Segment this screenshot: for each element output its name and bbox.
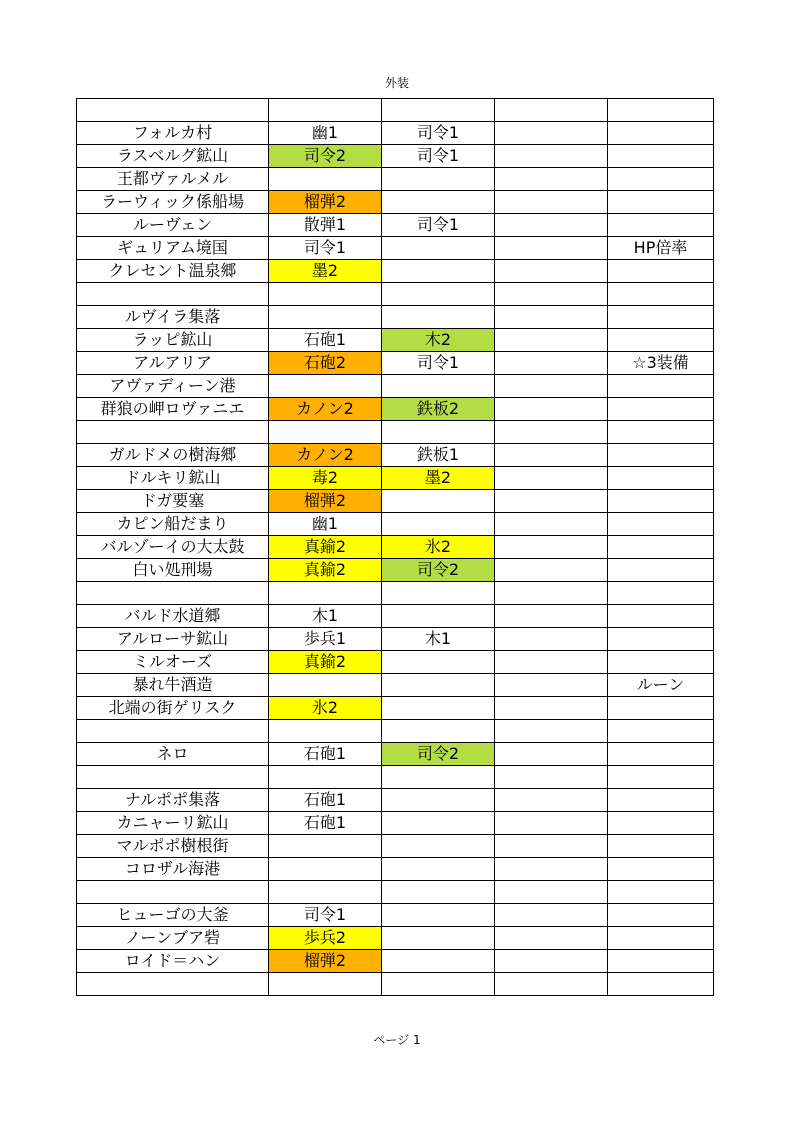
location-cell[interactable]: バルド水道郷: [77, 605, 269, 628]
slot3-cell[interactable]: [495, 99, 608, 122]
location-cell[interactable]: [77, 766, 269, 789]
note-cell[interactable]: [608, 789, 714, 812]
table-row: [77, 605, 714, 628]
location-cell[interactable]: [77, 582, 269, 605]
slot1-cell[interactable]: [269, 858, 382, 881]
slot2-cell[interactable]: [382, 835, 495, 858]
table-row: [77, 973, 714, 996]
table-row: [77, 513, 714, 536]
slot3-cell[interactable]: [495, 720, 608, 743]
slot3-cell[interactable]: [495, 674, 608, 697]
slot2-cell[interactable]: [382, 605, 495, 628]
slot3-cell[interactable]: [495, 881, 608, 904]
slot2-cell[interactable]: [382, 99, 495, 122]
note-cell[interactable]: [608, 858, 714, 881]
table-row: [77, 398, 714, 421]
slot2-cell[interactable]: 鉄板2: [382, 398, 495, 421]
slot2-cell[interactable]: [382, 168, 495, 191]
slot1-cell[interactable]: 榴弾2: [269, 490, 382, 513]
slot3-cell[interactable]: [495, 582, 608, 605]
slot1-cell[interactable]: [269, 306, 382, 329]
table-row: [77, 720, 714, 743]
slot1-cell[interactable]: 氷2: [269, 697, 382, 720]
spreadsheet-body: [77, 99, 714, 996]
table-row: [77, 306, 714, 329]
slot2-cell[interactable]: [382, 651, 495, 674]
table-row: [77, 283, 714, 306]
slot3-cell[interactable]: [495, 513, 608, 536]
location-cell[interactable]: ネロ: [77, 743, 269, 766]
slot1-cell[interactable]: [269, 99, 382, 122]
slot2-cell[interactable]: [382, 375, 495, 398]
location-cell[interactable]: ミルオーズ: [77, 651, 269, 674]
slot1-cell[interactable]: [269, 766, 382, 789]
note-cell[interactable]: [608, 697, 714, 720]
slot2-cell[interactable]: [382, 904, 495, 927]
slot2-cell[interactable]: [382, 789, 495, 812]
slot3-cell[interactable]: [495, 168, 608, 191]
note-cell[interactable]: [608, 145, 714, 168]
table-row: [77, 904, 714, 927]
location-cell[interactable]: ナルポポ集落: [77, 789, 269, 812]
slot3-cell[interactable]: [495, 766, 608, 789]
slot3-cell[interactable]: [495, 605, 608, 628]
table-row: [77, 490, 714, 513]
slot3-cell[interactable]: [495, 835, 608, 858]
slot2-cell[interactable]: [382, 582, 495, 605]
note-cell[interactable]: [608, 168, 714, 191]
slot3-cell[interactable]: [495, 651, 608, 674]
location-cell[interactable]: 白い処刑場: [77, 559, 269, 582]
table-row: [77, 467, 714, 490]
slot1-cell[interactable]: 真鍮2: [269, 536, 382, 559]
slot1-cell[interactable]: [269, 421, 382, 444]
slot1-cell[interactable]: [269, 674, 382, 697]
location-cell[interactable]: カピン船だまり: [77, 513, 269, 536]
table-row: [77, 766, 714, 789]
note-cell[interactable]: [608, 490, 714, 513]
note-cell[interactable]: [608, 628, 714, 651]
location-cell[interactable]: ドガ要塞: [77, 490, 269, 513]
slot2-cell[interactable]: 司令1: [382, 352, 495, 375]
slot1-cell[interactable]: [269, 881, 382, 904]
slot2-cell[interactable]: [382, 283, 495, 306]
slot1-cell[interactable]: 歩兵1: [269, 628, 382, 651]
location-cell[interactable]: コロザル海港: [77, 858, 269, 881]
slot2-cell[interactable]: [382, 490, 495, 513]
table-row: [77, 444, 714, 467]
table-row: [77, 812, 714, 835]
slot1-cell[interactable]: カノン2: [269, 444, 382, 467]
table-row: [77, 99, 714, 122]
table-row: [77, 191, 714, 214]
location-cell[interactable]: カニャーリ鉱山: [77, 812, 269, 835]
slot1-cell[interactable]: 散弾1: [269, 214, 382, 237]
note-cell[interactable]: [608, 329, 714, 352]
slot3-cell[interactable]: [495, 260, 608, 283]
note-cell[interactable]: [608, 812, 714, 835]
location-cell[interactable]: ラスベルグ鉱山: [77, 145, 269, 168]
note-cell[interactable]: [608, 605, 714, 628]
location-cell[interactable]: ガルドメの樹海郷: [77, 444, 269, 467]
slot3-cell[interactable]: [495, 950, 608, 973]
slot1-cell[interactable]: 石砲1: [269, 812, 382, 835]
slot3-cell[interactable]: [495, 536, 608, 559]
slot2-cell[interactable]: 氷2: [382, 536, 495, 559]
location-cell[interactable]: アルアリア: [77, 352, 269, 375]
note-cell[interactable]: [608, 122, 714, 145]
table-row: [77, 260, 714, 283]
slot1-cell[interactable]: 石砲1: [269, 789, 382, 812]
location-cell[interactable]: [77, 99, 269, 122]
table-row: [77, 352, 714, 375]
note-cell[interactable]: [608, 467, 714, 490]
location-cell[interactable]: [77, 881, 269, 904]
table-row: [77, 237, 714, 260]
slot1-cell[interactable]: 榴弾2: [269, 191, 382, 214]
slot3-cell[interactable]: [495, 904, 608, 927]
note-cell[interactable]: [608, 559, 714, 582]
note-cell[interactable]: [608, 513, 714, 536]
note-cell[interactable]: ☆3装備: [608, 352, 714, 375]
slot3-cell[interactable]: [495, 490, 608, 513]
slot1-cell[interactable]: 歩兵2: [269, 927, 382, 950]
location-cell[interactable]: クレセント温泉郷: [77, 260, 269, 283]
note-cell[interactable]: [608, 444, 714, 467]
location-cell[interactable]: アルローサ鉱山: [77, 628, 269, 651]
note-cell[interactable]: [608, 927, 714, 950]
slot2-cell[interactable]: 司令1: [382, 214, 495, 237]
slot1-cell[interactable]: 真鍮2: [269, 651, 382, 674]
location-cell[interactable]: [77, 720, 269, 743]
table-row: [77, 122, 714, 145]
location-cell[interactable]: ギュリアム境国: [77, 237, 269, 260]
location-cell[interactable]: ルヴイラ集落: [77, 306, 269, 329]
slot3-cell[interactable]: [495, 973, 608, 996]
slot2-cell[interactable]: [382, 927, 495, 950]
slot1-cell[interactable]: 石砲1: [269, 329, 382, 352]
slot3-cell[interactable]: [495, 789, 608, 812]
table-row: [77, 145, 714, 168]
slot3-cell[interactable]: [495, 352, 608, 375]
slot3-cell[interactable]: [495, 444, 608, 467]
slot2-cell[interactable]: [382, 766, 495, 789]
slot2-cell[interactable]: 司令1: [382, 145, 495, 168]
location-cell[interactable]: ドルキリ鉱山: [77, 467, 269, 490]
note-cell[interactable]: [608, 766, 714, 789]
location-cell[interactable]: 暴れ牛酒造: [77, 674, 269, 697]
slot3-cell[interactable]: [495, 306, 608, 329]
slot3-cell[interactable]: [495, 858, 608, 881]
slot1-cell[interactable]: 司令1: [269, 904, 382, 927]
slot3-cell[interactable]: [495, 237, 608, 260]
slot2-cell[interactable]: [382, 306, 495, 329]
slot1-cell[interactable]: [269, 283, 382, 306]
table-row: [77, 881, 714, 904]
slot2-cell[interactable]: [382, 973, 495, 996]
note-cell[interactable]: ルーン: [608, 674, 714, 697]
table-row: [77, 835, 714, 858]
table-row: [77, 582, 714, 605]
slot1-cell[interactable]: 石砲1: [269, 743, 382, 766]
slot1-cell[interactable]: 司令1: [269, 237, 382, 260]
spreadsheet-table: [76, 98, 714, 996]
note-cell[interactable]: [608, 283, 714, 306]
slot2-cell[interactable]: [382, 191, 495, 214]
table-row: [77, 789, 714, 812]
location-cell[interactable]: 群狼の岬ロヴァニエ: [77, 398, 269, 421]
note-cell[interactable]: [608, 306, 714, 329]
location-cell[interactable]: ロイド＝ハン: [77, 950, 269, 973]
slot1-cell[interactable]: 幽1: [269, 513, 382, 536]
note-cell[interactable]: [608, 398, 714, 421]
location-cell[interactable]: [77, 973, 269, 996]
table-row: [77, 743, 714, 766]
table-row: [77, 858, 714, 881]
slot2-cell[interactable]: 墨2: [382, 467, 495, 490]
slot1-cell[interactable]: [269, 720, 382, 743]
slot3-cell[interactable]: [495, 421, 608, 444]
slot3-cell[interactable]: [495, 214, 608, 237]
slot2-cell[interactable]: [382, 674, 495, 697]
slot1-cell[interactable]: 司令2: [269, 145, 382, 168]
slot1-cell[interactable]: [269, 835, 382, 858]
note-cell[interactable]: [608, 881, 714, 904]
location-cell[interactable]: [77, 283, 269, 306]
slot1-cell[interactable]: 榴弾2: [269, 950, 382, 973]
table-row: [77, 927, 714, 950]
table-row: [77, 421, 714, 444]
table-row: [77, 375, 714, 398]
location-cell[interactable]: ヒューゴの大釜: [77, 904, 269, 927]
slot1-cell[interactable]: 木1: [269, 605, 382, 628]
note-cell[interactable]: [608, 214, 714, 237]
note-cell[interactable]: [608, 720, 714, 743]
slot1-cell[interactable]: [269, 375, 382, 398]
slot2-cell[interactable]: 司令1: [382, 122, 495, 145]
note-cell[interactable]: [608, 260, 714, 283]
table-row: [77, 214, 714, 237]
slot1-cell[interactable]: 毒2: [269, 467, 382, 490]
note-cell[interactable]: HP倍率: [608, 237, 714, 260]
slot2-cell[interactable]: 司令2: [382, 559, 495, 582]
table-row: [77, 651, 714, 674]
note-cell[interactable]: [608, 835, 714, 858]
slot2-cell[interactable]: [382, 237, 495, 260]
slot1-cell[interactable]: 真鍮2: [269, 559, 382, 582]
table-row: [77, 950, 714, 973]
slot2-cell[interactable]: [382, 812, 495, 835]
note-cell[interactable]: [608, 743, 714, 766]
slot1-cell[interactable]: [269, 582, 382, 605]
note-cell[interactable]: [608, 536, 714, 559]
slot3-cell[interactable]: [495, 191, 608, 214]
location-cell[interactable]: マルポポ樹根街: [77, 835, 269, 858]
slot2-cell[interactable]: 司令2: [382, 743, 495, 766]
slot3-cell[interactable]: [495, 743, 608, 766]
note-cell[interactable]: [608, 582, 714, 605]
note-cell[interactable]: [608, 191, 714, 214]
slot1-cell[interactable]: 幽1: [269, 122, 382, 145]
location-cell[interactable]: ルーヴェン: [77, 214, 269, 237]
note-cell[interactable]: [608, 99, 714, 122]
page-footer-number: ページ 1: [373, 1033, 421, 1047]
slot2-cell[interactable]: [382, 720, 495, 743]
slot2-cell[interactable]: 鉄板1: [382, 444, 495, 467]
slot1-cell[interactable]: 墨2: [269, 260, 382, 283]
note-cell[interactable]: [608, 651, 714, 674]
table-row: [77, 536, 714, 559]
location-cell[interactable]: ラーウィック係船場: [77, 191, 269, 214]
note-cell[interactable]: [608, 950, 714, 973]
note-cell[interactable]: [608, 421, 714, 444]
location-cell[interactable]: フォルカ村: [77, 122, 269, 145]
slot2-cell[interactable]: [382, 858, 495, 881]
slot1-cell[interactable]: カノン2: [269, 398, 382, 421]
slot2-cell[interactable]: 木2: [382, 329, 495, 352]
location-cell[interactable]: ノーンブア砦: [77, 927, 269, 950]
location-cell[interactable]: ラッピ鉱山: [77, 329, 269, 352]
location-cell[interactable]: 王都ヴァルメル: [77, 168, 269, 191]
slot3-cell[interactable]: [495, 467, 608, 490]
location-cell[interactable]: 北端の街ゲリスク: [77, 697, 269, 720]
slot2-cell[interactable]: [382, 421, 495, 444]
slot3-cell[interactable]: [495, 812, 608, 835]
slot1-cell[interactable]: [269, 973, 382, 996]
table-row: [77, 697, 714, 720]
slot3-cell[interactable]: [495, 628, 608, 651]
table-row: [77, 168, 714, 191]
note-cell[interactable]: [608, 973, 714, 996]
slot3-cell[interactable]: [495, 398, 608, 421]
slot2-cell[interactable]: [382, 950, 495, 973]
note-cell[interactable]: [608, 375, 714, 398]
page-header-title: 外装: [384, 76, 409, 90]
slot3-cell[interactable]: [495, 697, 608, 720]
table-row: [77, 674, 714, 697]
slot2-cell[interactable]: [382, 513, 495, 536]
slot1-cell[interactable]: [269, 168, 382, 191]
slot3-cell[interactable]: [495, 122, 608, 145]
slot2-cell[interactable]: [382, 697, 495, 720]
slot3-cell[interactable]: [495, 375, 608, 398]
slot2-cell[interactable]: [382, 881, 495, 904]
table-row: [77, 628, 714, 651]
slot3-cell[interactable]: [495, 145, 608, 168]
slot3-cell[interactable]: [495, 283, 608, 306]
note-cell[interactable]: [608, 904, 714, 927]
location-cell[interactable]: [77, 421, 269, 444]
location-cell[interactable]: バルゾーイの大太鼓: [77, 536, 269, 559]
slot3-cell[interactable]: [495, 329, 608, 352]
location-cell[interactable]: アヴァディーン港: [77, 375, 269, 398]
slot3-cell[interactable]: [495, 927, 608, 950]
slot1-cell[interactable]: 石砲2: [269, 352, 382, 375]
slot2-cell[interactable]: 木1: [382, 628, 495, 651]
table-row: [77, 559, 714, 582]
slot2-cell[interactable]: [382, 260, 495, 283]
slot3-cell[interactable]: [495, 559, 608, 582]
table-row: [77, 329, 714, 352]
